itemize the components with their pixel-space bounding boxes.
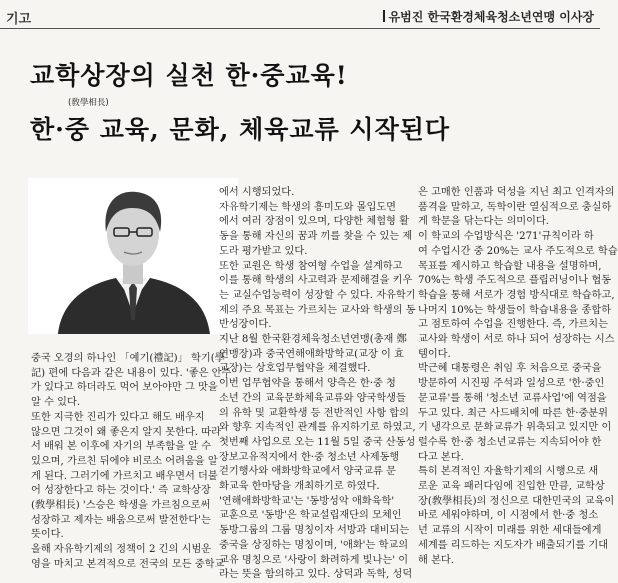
- article-text-line: 학습을 통해 서로가 경험 방식대로 학습하고,: [418, 289, 615, 301]
- article-text-line: 와 향후 지속적인 관계를 유지하기로 하였고,: [219, 422, 416, 434]
- article-text-line: 또한 교원은 학생 참여형 수업을 설계하고: [219, 260, 403, 272]
- byline-divider: [383, 10, 385, 22]
- article-text-line: 않으면 그것이 왜 좋은지 알지 못한다. 따라: [31, 426, 221, 438]
- article-column-3: [418, 186, 618, 568]
- article-text-line: 동을 통해 자신의 꿈과 끼를 찾을 수 있는 제: [219, 231, 413, 243]
- header-rule: [0, 28, 600, 29]
- article-text-line: 게 된다. 그러기에 가르치고 배우면서 더불: [31, 470, 218, 482]
- headline-line-2: 한·중 교육, 문화, 체육교류 시작된다: [30, 115, 451, 144]
- article-text-line: 지난 8월 한국환경체육청소년연맹(총재 鄭: [219, 334, 407, 346]
- author-title: 한국환경체육청소년연맹 이사장: [427, 10, 594, 24]
- article-text-line: 여 수업시간 중 20%는 교사 주도적으로 학습: [418, 245, 618, 257]
- article-text-line: 있으며, 가르친 뒤에야 비로소 어려움을 알: [31, 455, 218, 467]
- article-text-line: 記) 편에 다음과 같은 내용이 있다. '좋은 안주: [31, 367, 232, 379]
- article-text-line: 목표를 제시하고 학습할 내용을 설명하며,: [418, 260, 602, 272]
- article-text-line: 바로 세워야하며, 이 시점에서 한·중 청소: [418, 510, 599, 522]
- article-text-line: 에서 시행되었다.: [219, 187, 295, 198]
- article-text-line: 알 수 있다.: [31, 397, 81, 409]
- article-text-line: 방문하여 시진핑 주석과 일성으로 '한·중인: [418, 378, 605, 390]
- author-portrait-photo: [28, 178, 238, 334]
- article-text-line: 품격을 말하고, 독학이란 열심적으로 충실하: [418, 201, 612, 213]
- article-text-line: 교유 명칭으로 '사랑이 화려하게 빛나는' 이: [219, 554, 409, 566]
- article-text-line: 에서 여러 장점이 있으며, 다양한 체험형 활: [219, 216, 409, 228]
- article-text-line: 어 성장한다고 하는 것이다.' 즉 교학상장: [31, 485, 211, 497]
- article-text-line: 두고 있다. 최근 사드배치에 따른 한·중분위: [418, 407, 608, 419]
- section-tag: 기고: [6, 12, 32, 27]
- article-text-line: 이 학교의 수업방식은 '271'규칙이라 하: [418, 231, 594, 243]
- article-text-line: 화교육 한마당을 개최하기로 하였다.: [219, 481, 380, 493]
- article-text-line: 뜻이다.: [31, 529, 64, 541]
- article-column-2: [219, 186, 416, 583]
- article-text-line: 은 고매한 인품과 덕성을 지닌 최고 인격자의: [418, 187, 615, 198]
- article-text-line: 70%는 학생 주도적으로 플립러닝이나 협동: [418, 275, 612, 287]
- article-text-line: 해 본다.: [418, 554, 454, 566]
- article-text-line: 반성장이다.: [219, 319, 272, 331]
- article-text-line: '연해애화방학교'는 '동방성악 애화육학': [219, 495, 395, 507]
- article-text-line: 특히 본격적인 자율학기제의 시행으로 새: [418, 466, 599, 478]
- article-text-line: 교사와 학생이 서로 하나 되어 성장하는 시스: [418, 334, 615, 346]
- article-text-line: 소년 간의 교육문화체육교류와 양국학생들: [219, 392, 406, 404]
- article-text-line: 라는 뜻을 함의하고 있다. 상덕과 독학, 성덕: [219, 569, 413, 581]
- author-name: 유범진: [388, 10, 424, 24]
- article-text-line: 교훈으로 '동방'은 학교설립재단의 모체인: [219, 510, 402, 522]
- author-byline: [383, 8, 594, 25]
- headline-line-1: 교학상장의 실천 한·중교육!: [30, 61, 348, 90]
- article-text-line: 다고 본다.: [418, 451, 464, 463]
- article-text-line: 의 유학 및 교환학생 등 전반적인 사항 합의: [219, 407, 409, 419]
- article-text-line: 럴수록 한·중 청소년교류는 지속되어야 한: [418, 436, 602, 448]
- article-text-line: 장보고유적지에서 한·중 청소년 사제동행: [219, 451, 400, 463]
- article-text-line: 기 냉각으로 문화교류가 위축되고 있지만 이: [418, 422, 612, 434]
- article-text-line: 제의 주요 목표는 가르치는 교사와 학생의 동: [219, 304, 416, 316]
- article-text-line: 연맹장)과 중국연해애화방학교(교장 이 효: [219, 348, 404, 360]
- article-text-line: 도라 평가받고 있다.: [219, 245, 308, 257]
- article-text-line: 서 배워 본 이후에 자기의 부족함을 알 수: [31, 441, 212, 453]
- article-text-line: 년 교류의 시작이 미래를 위한 세대들에게: [418, 525, 602, 537]
- article-text-line: 성장하고 제자는 배움으로써 발전한다'는: [31, 514, 211, 526]
- article-text-line: 영을 마치고 본격적으로 전국의 모든 중학교: [31, 558, 225, 570]
- article-text-line: 로운 교육 패러다임에 진입한 만큼, 교학상: [418, 481, 605, 493]
- article-column-1: [31, 352, 232, 573]
- article-text-line: 고 점토하여 수업을 진행한다. 즉, 가르치는: [418, 319, 608, 331]
- article-text-line: 또한 지극한 진리가 있다고 해도 배우지: [31, 411, 205, 423]
- article-text-line: 동방그룹의 그룹 명칭이자 서방과 대비되는: [219, 525, 410, 537]
- article-text-line: 올해 자유학기제의 정책이 2 긴의 시범운: [31, 544, 212, 556]
- article-text-line: 장(敎學相長)의 정신으로 대한민국의 교육이: [418, 495, 615, 507]
- article-text-line: 박근혜 대통령은 취임 후 처음으로 중국을: [418, 363, 602, 375]
- article-text-line: 세계를 리드하는 지도자가 배출되기를 기대: [418, 539, 609, 551]
- article-text-line: 템이다.: [418, 348, 451, 360]
- article-text-line: 걷기행사와 애화방학교에서 양국교류 문: [219, 466, 397, 478]
- article-text-line: 중국 오경의 하나인 「예기(禮記)」 학기(學: [31, 353, 225, 364]
- article-text-line: 자유학기제는 학생의 흥미도와 몰입도면: [219, 201, 397, 213]
- article-text-line: (敎學相長) '스승은 학생을 가르침으로써: [31, 500, 211, 512]
- article-text-line: 이번 업무협약을 통해서 양측은 한·중 청: [219, 378, 396, 390]
- article-text-line: 문교류'를 통해 '청소년 교류사업'에 역점을: [418, 392, 607, 404]
- headline-hanja-note: (敎學相長): [68, 98, 109, 108]
- article-text-line: 교장)는 상호업무협약을 체결했다.: [219, 363, 371, 375]
- article-text-line: 나머지 10%는 학생들이 학습내용을 종합하: [418, 304, 612, 316]
- article-text-line: 게 학문을 닦는다는 의미이다.: [418, 216, 550, 228]
- article-text-line: 이를 통해 학생의 사고력과 문제해결을 키우: [219, 275, 413, 287]
- article-text-line: 가 있다고 하더라도 먹어 보아야만 그 맛을: [31, 382, 218, 394]
- article-text-line: 중국을 상징하는 명칭이며, '애화'는 학교의: [219, 539, 409, 551]
- article-text-line: 첫번째 사업으로 오는 11월 5일 중국 산동성: [219, 436, 416, 448]
- article-text-line: 는 교실수업능력이 성장할 수 있다. 자유학기: [219, 289, 416, 301]
- portrait-illustration: [28, 178, 238, 334]
- page-header: [0, 0, 600, 30]
